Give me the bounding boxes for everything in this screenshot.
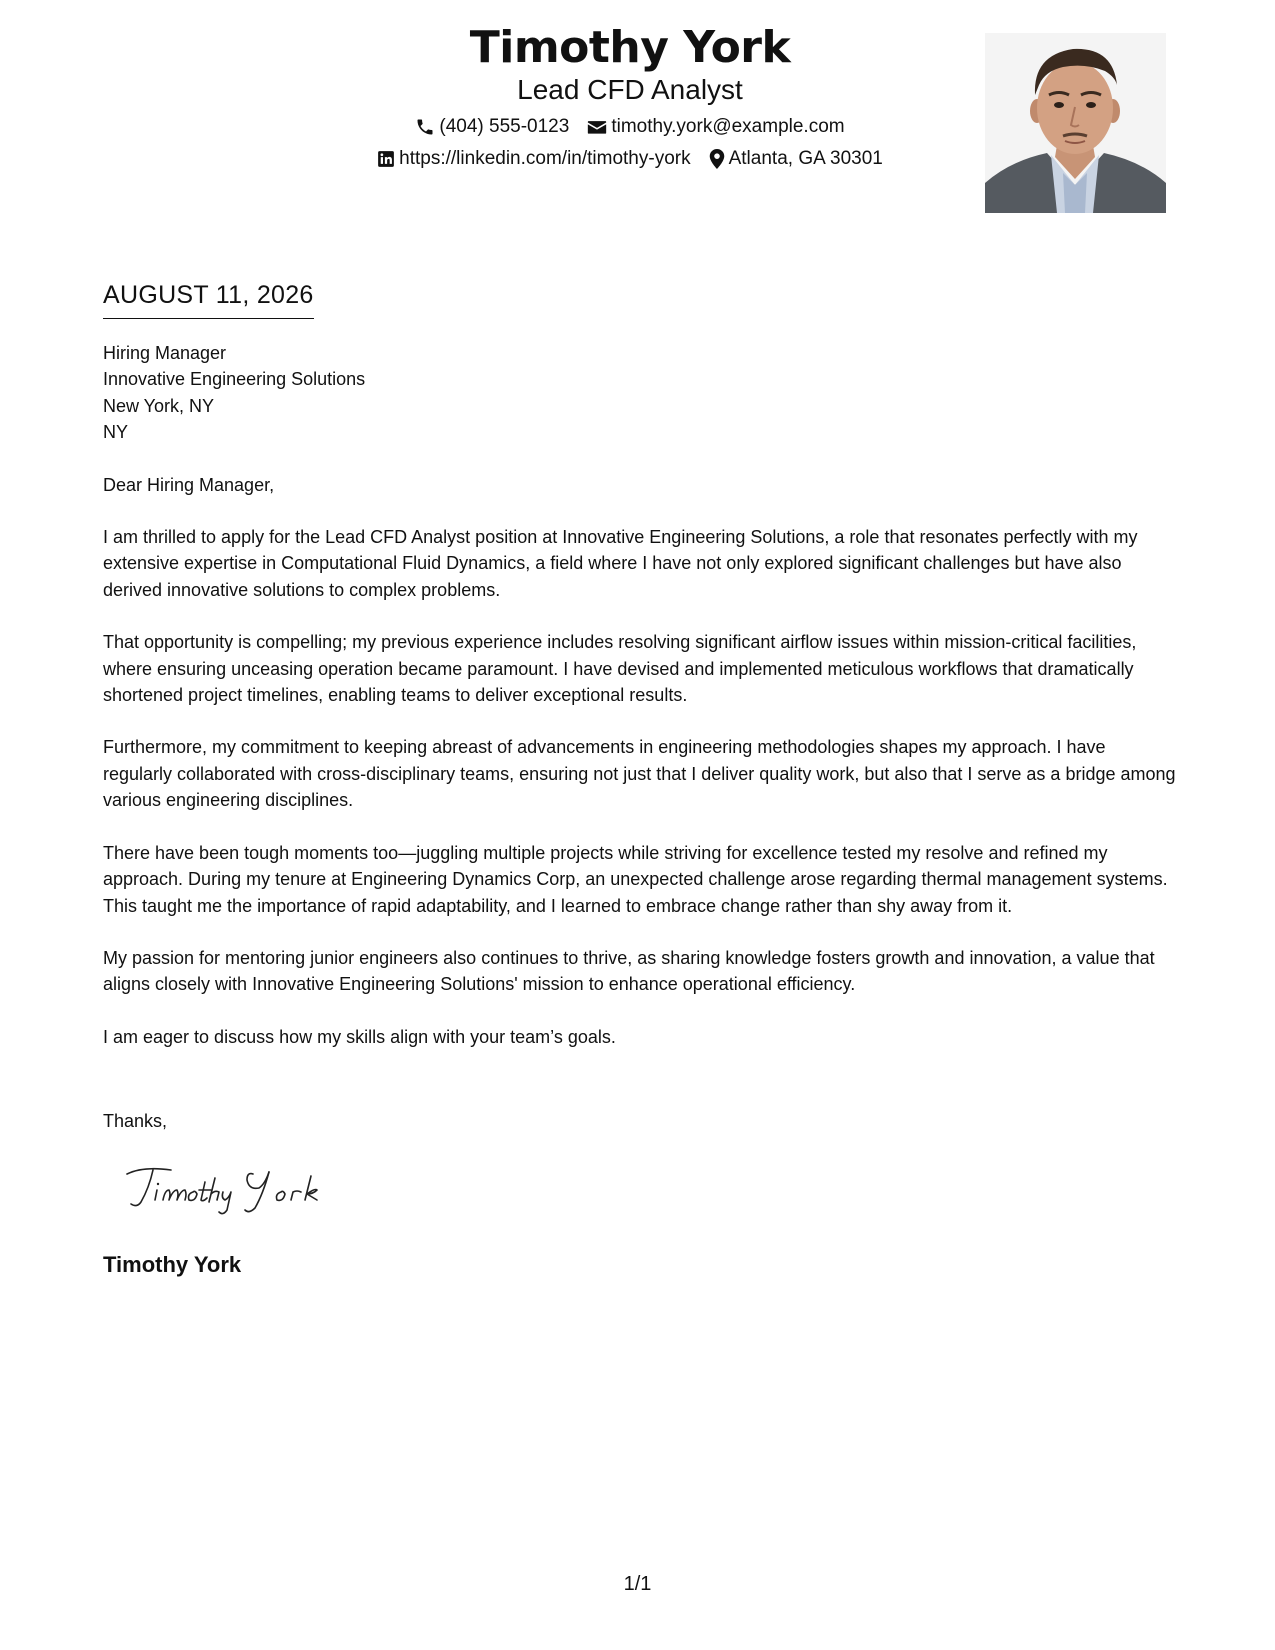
- map-marker-icon: [709, 149, 725, 169]
- applicant-photo: [985, 33, 1166, 213]
- location-contact: [709, 148, 883, 170]
- phone-icon: [415, 117, 435, 137]
- body-paragraph: I am eager to discuss how my skills align with your team’s goals.: [103, 1026, 616, 1047]
- handwritten-signature: [123, 1160, 353, 1220]
- envelope-icon: [587, 118, 607, 136]
- letter-date: AUGUST 11, 2026: [103, 280, 314, 319]
- contact-row-primary: [260, 116, 1000, 138]
- letter-header: [260, 22, 1000, 170]
- phone-text: (404) 555-0123: [439, 116, 570, 137]
- body-paragraph: My passion for mentoring junior engineers also continues to thrive, as sharing knowledge fosters growth and innovation, a value that aligns closely with Innovative Engineering Solutions' mission to enhance operational efficiency.: [103, 947, 1155, 995]
- body-paragraph: That opportunity is compelling; my previous experience includes resolving significant airflow issues within mission-critical facilities, where ensuring unceasing operation became paramount. I have devised and implemented meticulous workflows that dramatically shortened project timelines, enabling teams to deliver exceptional results.: [103, 632, 1137, 706]
- applicant-title: Lead CFD Analyst: [517, 74, 743, 105]
- body-paragraph: Furthermore, my commitment to keeping abreast of advancements in engineering methodologies shapes my approach. I have regularly collaborated with cross-disciplinary teams, ensuring not just that I deliver quality work, but also that I serve as a bridge among various engineering disciplines.: [103, 737, 1176, 811]
- applicant-name: Timothy York: [469, 22, 791, 73]
- email-contact[interactable]: [587, 116, 844, 138]
- recipient-line: Innovative Engineering Solutions: [103, 369, 366, 390]
- linkedin-text[interactable]: https://linkedin.com/in/timothy-york: [399, 148, 691, 169]
- body-paragraph: There have been tough moments too—juggling multiple projects while striving for excellence tested my resolve and refined my approach. During my tenure at Engineering Dynamics Corp, an unexpected challenge arose regarding thermal management systems. This taught me the importance of rapid adaptability, and I learned to embrace change rather than shy away from it.: [103, 842, 1168, 916]
- signer-name: Timothy York: [103, 1252, 242, 1277]
- salutation: Dear Hiring Manager,: [103, 474, 275, 495]
- recipient-line: Hiring Manager: [103, 343, 227, 363]
- linkedin-contact[interactable]: [377, 148, 690, 170]
- letter-body: [103, 340, 1178, 1050]
- body-paragraph: I am thrilled to apply for the Lead CFD Analyst position at Innovative Engineering Solutions, a role that resonates perfectly with my extensive expertise in Computational Fluid Dynamics, a field where I have not only explored significant challenges but have also derived innovative solutions to complex problems.: [103, 527, 1138, 600]
- recipient-line: New York, NY: [103, 395, 215, 416]
- phone-contact: [415, 116, 569, 138]
- closing: Thanks,: [103, 1111, 168, 1131]
- recipient-address: [103, 340, 1178, 446]
- contact-row-secondary: [260, 148, 1000, 170]
- email-text[interactable]: timothy.york@example.com: [611, 116, 845, 137]
- page-number: 1/1: [623, 1573, 652, 1595]
- location-text: Atlanta, GA 30301: [728, 148, 883, 169]
- linkedin-icon: [377, 150, 395, 168]
- letter-date-block: [103, 280, 314, 319]
- recipient-line: NY: [103, 422, 129, 443]
